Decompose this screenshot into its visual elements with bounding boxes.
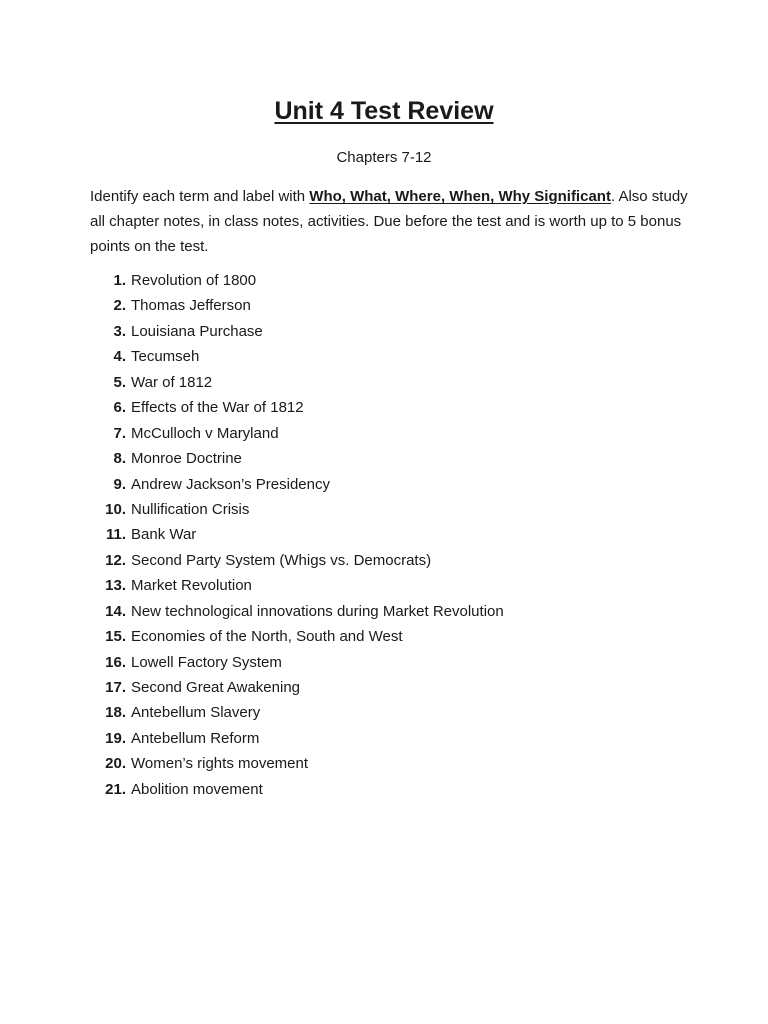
list-item-label: Abolition movement (131, 780, 263, 798)
list-item-label: Market Revolution (131, 577, 252, 595)
list-item-number: 4. (113, 348, 126, 366)
list-item (90, 399, 690, 424)
list-item (90, 450, 690, 475)
list-item-number: 10. (105, 500, 126, 518)
list-item-label: McCulloch v Maryland (131, 424, 279, 442)
list-item (90, 755, 690, 780)
list-item-label: Lowell Factory System (131, 653, 282, 671)
list-item-number: 16. (105, 653, 126, 671)
list-item (90, 552, 690, 577)
list-item-label: Louisiana Purchase (131, 322, 263, 340)
list-item-label: Monroe Doctrine (131, 450, 242, 468)
list-item-label: Second Party System (Whigs vs. Democrats) (131, 551, 432, 569)
list-item-number: 19. (105, 729, 126, 747)
list-item-label: New technological innovations during Market Revolution (131, 602, 504, 620)
list-item-label: Nullification Crisis (131, 500, 250, 518)
list-item (90, 374, 690, 399)
list-item-number: 3. (113, 322, 126, 340)
list-item-label: Women’s rights movement (131, 755, 309, 773)
list-item-label: Economies of the North, South and West (131, 628, 403, 646)
list-item-label: Effects of the War of 1812 (131, 399, 304, 417)
list-item (90, 323, 690, 348)
instructions-emphasis: Who, What, Where, When, Why Significant (309, 188, 611, 205)
list-item-label: Bank War (131, 526, 197, 544)
list-item-label: Thomas Jefferson (131, 297, 251, 315)
list-item (90, 297, 690, 322)
list-item (90, 476, 690, 501)
document-title (0, 95, 768, 127)
list-item-label: Tecumseh (131, 348, 200, 366)
list-item (90, 704, 690, 729)
list-item-label: Antebellum Slavery (131, 704, 261, 722)
instructions-text-before: Identify each term and label with (90, 188, 310, 205)
list-item-number: 12. (105, 551, 126, 569)
list-item (90, 577, 690, 602)
list-item (90, 628, 690, 653)
list-item-number: 2. (113, 297, 126, 315)
list-item-number: 13. (105, 577, 126, 595)
list-item-number: 15. (105, 628, 126, 646)
document-subtitle: Chapters 7-12 (336, 149, 432, 166)
list-item (90, 730, 690, 755)
list-item-number: 14. (105, 602, 126, 620)
list-item-number: 11. (105, 526, 126, 544)
list-item-label: Revolution of 1800 (131, 272, 257, 289)
term-list (90, 272, 690, 806)
list-item-number: 21. (105, 780, 126, 798)
list-item-number: 20. (105, 755, 126, 773)
list-item-number: 17. (105, 679, 126, 696)
instructions-paragraph (90, 184, 690, 259)
list-item-number: 9. (113, 475, 126, 493)
list-item-number: 8. (113, 450, 126, 468)
list-item-label: War of 1812 (131, 373, 213, 391)
list-item-number: 1. (113, 272, 126, 289)
list-item-number: 6. (113, 399, 126, 417)
list-item (90, 272, 690, 297)
document-title-text: Unit 4 Test Review (274, 97, 494, 125)
list-item-label: Andrew Jackson’s Presidency (131, 475, 330, 493)
list-item-number: 18. (105, 704, 126, 722)
list-item-label: Second Great Awakening (131, 679, 301, 696)
list-item (90, 654, 690, 679)
list-item-label: Antebellum Reform (131, 729, 260, 747)
list-item (90, 425, 690, 450)
list-item-number: 7. (113, 424, 126, 442)
list-item (90, 348, 690, 373)
list-item (90, 603, 690, 628)
list-item (90, 679, 690, 704)
list-item (90, 526, 690, 551)
list-item-number: 5. (113, 373, 126, 391)
list-item (90, 501, 690, 526)
instructions-text-after: . Also study all chapter notes, in class notes, activities. Due before the test and is worth up to 5 bonus points on the test. (90, 188, 688, 255)
list-item (90, 781, 690, 806)
